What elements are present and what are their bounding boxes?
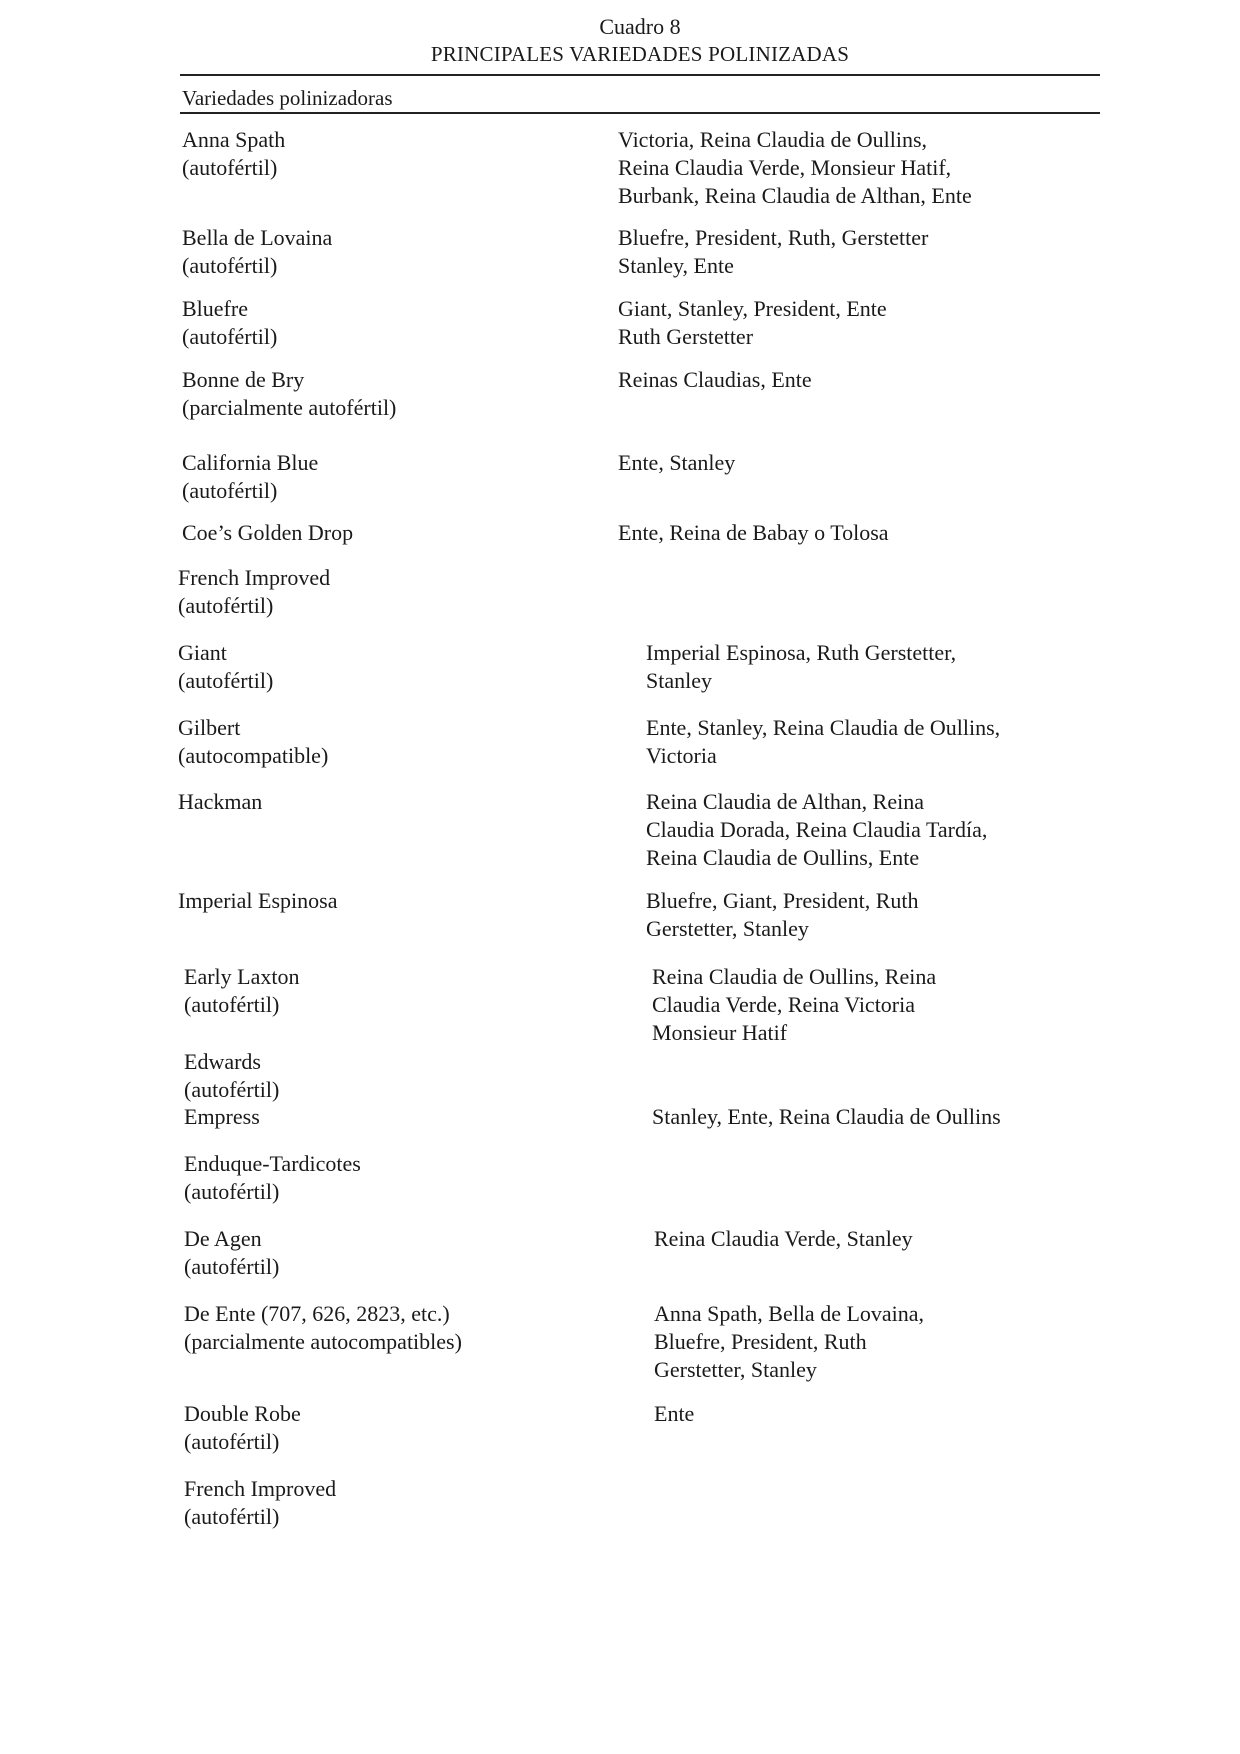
- variety-name: Bella de Lovaina: [182, 225, 333, 250]
- pollinator-line: Bluefre, Giant, President, Ruth: [646, 888, 919, 913]
- variety-name: Hackman: [178, 789, 263, 814]
- pollinators-cell: [654, 1225, 913, 1253]
- table-number: Cuadro 8: [599, 14, 681, 39]
- top-rule: [180, 74, 1100, 76]
- pollinators-cell: [618, 519, 889, 547]
- variety-note: (autofértil): [184, 1429, 280, 1454]
- variety-note: (autofértil): [182, 253, 278, 278]
- pollinator-line: Reina Claudia de Althan, Reina: [646, 789, 924, 814]
- pollinator-line: Stanley, Ente: [618, 253, 734, 278]
- column-header: Variedades polinizadoras: [182, 86, 393, 110]
- variety-cell: [178, 714, 328, 770]
- pollinator-line: Ente, Reina de Babay o Tolosa: [618, 520, 889, 545]
- pollinators-cell: [618, 224, 928, 280]
- variety-note: (autofértil): [184, 992, 280, 1017]
- pollinators-cell: [652, 963, 936, 1047]
- variety-cell: [178, 887, 337, 915]
- pollinators-cell: [618, 366, 812, 394]
- variety-name: De Agen: [184, 1226, 262, 1251]
- variety-note: (autofértil): [182, 478, 278, 503]
- pollinator-line: Ruth Gerstetter: [618, 324, 754, 349]
- variety-note: (autofértil): [178, 593, 274, 618]
- variety-cell: [184, 1103, 260, 1131]
- pollinator-line: Reinas Claudias, Ente: [618, 367, 812, 392]
- variety-cell: [184, 1475, 336, 1531]
- variety-cell: [182, 449, 318, 505]
- pollinator-line: Gerstetter, Stanley: [654, 1357, 817, 1382]
- variety-name: Coe’s Golden Drop: [182, 520, 354, 545]
- pollinators-cell: [646, 788, 987, 872]
- variety-cell: [184, 1225, 279, 1281]
- variety-name: Anna Spath: [182, 127, 286, 152]
- pollinators-cell: [646, 639, 956, 695]
- variety-name: Edwards: [184, 1049, 261, 1074]
- variety-cell: [178, 639, 273, 695]
- pollinator-line: Ente, Stanley: [618, 450, 736, 475]
- variety-note: (autofértil): [184, 1179, 280, 1204]
- variety-name: Empress: [184, 1104, 260, 1129]
- pollinator-line: Gerstetter, Stanley: [646, 916, 809, 941]
- variety-cell: [184, 1150, 361, 1206]
- variety-name: Bonne de Bry: [182, 367, 305, 392]
- variety-note: (autofértil): [184, 1504, 280, 1529]
- variety-name: Early Laxton: [184, 964, 300, 989]
- variety-cell: [182, 126, 285, 182]
- pollinators-cell: [654, 1400, 694, 1428]
- header-rule: [180, 112, 1100, 114]
- pollinator-line: Claudia Verde, Reina Victoria: [652, 992, 916, 1017]
- pollinators-cell: [646, 887, 919, 943]
- variety-cell: [178, 564, 330, 620]
- pollinator-line: Bluefre, President, Ruth, Gerstetter: [618, 225, 929, 250]
- variety-name: De Ente (707, 626, 2823, etc.): [184, 1301, 450, 1326]
- pollinator-line: Reina Claudia Verde, Stanley: [654, 1226, 913, 1251]
- pollinator-line: Stanley, Ente, Reina Claudia de Oullins: [652, 1104, 1001, 1129]
- variety-name: French Improved: [184, 1476, 337, 1501]
- variety-name: French Improved: [178, 565, 331, 590]
- pollinators-cell: [654, 1300, 924, 1384]
- pollinator-line: Giant, Stanley, President, Ente: [618, 296, 887, 321]
- variety-name: California Blue: [182, 450, 319, 475]
- pollinator-line: Victoria, Reina Claudia de Oullins,: [618, 127, 928, 152]
- variety-name: Giant: [178, 640, 227, 665]
- variety-note: (autofértil): [184, 1077, 280, 1102]
- variety-name: Double Robe: [184, 1401, 301, 1426]
- pollinator-line: Reina Claudia de Oullins, Reina: [652, 964, 937, 989]
- variety-note: (autofértil): [182, 155, 278, 180]
- pollinator-line: Stanley: [646, 668, 712, 693]
- variety-cell: [182, 224, 332, 280]
- variety-note: (autofértil): [184, 1254, 280, 1279]
- pollinators-cell: [646, 714, 1000, 770]
- variety-name: Gilbert: [178, 715, 241, 740]
- variety-note: (autofértil): [182, 324, 278, 349]
- pollinator-line: Reina Claudia Verde, Monsieur Hatif,: [618, 155, 952, 180]
- variety-cell: [184, 963, 299, 1019]
- variety-cell: [182, 366, 396, 422]
- pollinator-line: Anna Spath, Bella de Lovaina,: [654, 1301, 925, 1326]
- variety-name: Bluefre: [182, 296, 248, 321]
- pollinator-line: Ente, Stanley, Reina Claudia de Oullins,: [646, 715, 1001, 740]
- pollinators-cell: [652, 1103, 1001, 1131]
- pollinator-line: Victoria: [646, 743, 717, 768]
- table-title: PRINCIPALES VARIEDADES POLINIZADAS: [430, 42, 850, 66]
- variety-cell: [182, 295, 277, 351]
- pollinator-line: Bluefre, President, Ruth: [654, 1329, 867, 1354]
- variety-cell: [184, 1400, 301, 1456]
- pollinator-line: Reina Claudia de Oullins, Ente: [646, 845, 920, 870]
- pollinator-line: Burbank, Reina Claudia de Althan, Ente: [618, 183, 972, 208]
- variety-note: (autocompatible): [178, 743, 329, 768]
- variety-name: Imperial Espinosa: [178, 888, 338, 913]
- variety-cell: [182, 519, 353, 547]
- variety-note: (autofértil): [178, 668, 274, 693]
- pollinator-line: Imperial Espinosa, Ruth Gerstetter,: [646, 640, 957, 665]
- variety-name: Enduque-Tardicotes: [184, 1151, 361, 1176]
- pollinator-line: Monsieur Hatif: [652, 1020, 788, 1045]
- pollinators-cell: [618, 295, 887, 351]
- variety-cell: [184, 1048, 279, 1104]
- pollinator-line: Ente: [654, 1401, 695, 1426]
- variety-note: (parcialmente autocompatibles): [184, 1329, 462, 1354]
- pollinator-line: Claudia Dorada, Reina Claudia Tardía,: [646, 817, 988, 842]
- variety-cell: [184, 1300, 462, 1356]
- variety-cell: [178, 788, 262, 816]
- variety-note: (parcialmente autofértil): [182, 395, 397, 420]
- pollinators-cell: [618, 449, 735, 477]
- pollinators-cell: [618, 126, 972, 210]
